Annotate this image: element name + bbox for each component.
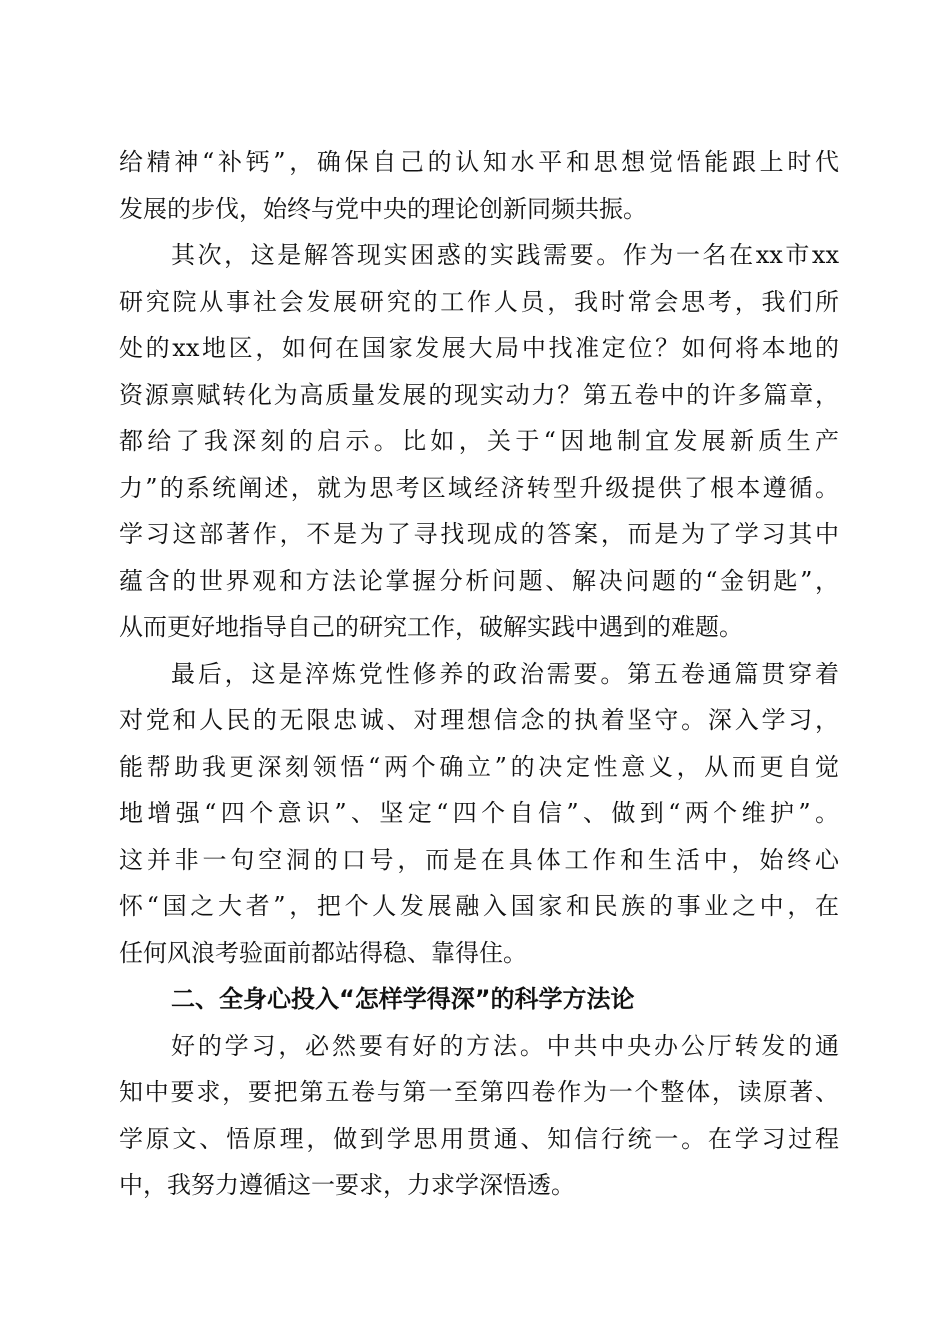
text-line: 好的学习，必然要有好的方法。中共中央办公厅转发的通	[171, 1031, 839, 1060]
text-line: 最后，这是淬炼党性修养的政治需要。第五卷通篇贯穿着	[171, 659, 839, 688]
text-line: 力”的系统阐述，就为思考区域经济转型升级提供了根本遵循。	[119, 473, 839, 502]
text-line: 怀“国之大者”，把个人发展融入国家和民族的事业之中，在	[119, 892, 839, 920]
text-line: 从而更好地指导自己的研究工作，破解实践中遇到的难题。	[119, 613, 743, 641]
text-line: 任何风浪考验面前都站得稳、靠得住。	[119, 938, 527, 967]
section-heading: 二、全身心投入“怎样学得深”的科学方法论	[171, 985, 635, 1013]
text-line: 能帮助我更深刻领悟“两个确立”的决定性意义，从而更自觉	[119, 752, 839, 781]
text-line: 资源禀赋转化为高质量发展的现实动力？第五卷中的许多篇章，	[119, 380, 839, 409]
paragraph-continuation	[119, 139, 839, 232]
text-line: 处的xx地区，如何在国家发展大局中找准定位？如何将本地的	[119, 334, 839, 362]
text-line: 研究院从事社会发展研究的工作人员，我时常会思考，我们所	[119, 287, 839, 316]
paragraph-practice-needs	[119, 232, 839, 651]
paragraph-methodology	[119, 1023, 839, 1209]
text-line: 对党和人民的无限忠诚、对理想信念的执着坚守。深入学习，	[119, 706, 839, 734]
text-line: 发展的步伐，始终与党中央的理论创新同频共振。	[119, 194, 647, 223]
text-line: 知中要求，要把第五卷与第一至第四卷作为一个整体，读原著、	[119, 1078, 839, 1106]
text-line: 地增强“四个意识”、坚定“四个自信”、做到“两个维护”。	[119, 799, 839, 827]
text-line: 其次，这是解答现实困惑的实践需要。作为一名在xx市xx	[171, 241, 839, 269]
text-line: 蕴含的世界观和方法论掌握分析问题、解决问题的“金钥匙”，	[119, 566, 839, 595]
text-line: 中，我努力遵循这一要求，力求学深悟透。	[119, 1171, 575, 1199]
text-line: 学习这部著作，不是为了寻找现成的答案，而是为了学习其中	[119, 520, 839, 548]
text-line: 学原文、悟原理，做到学思用贯通、知信行统一。在学习过程	[119, 1124, 839, 1153]
text-line: 这并非一句空洞的口号，而是在具体工作和生活中，始终心	[119, 845, 839, 874]
text-line: 给精神“补钙”，确保自己的认知水平和思想觉悟能跟上时代	[119, 148, 839, 176]
document-body	[119, 139, 839, 1209]
text-line: 都给了我深刻的启示。比如，关于“因地制宜发展新质生产	[119, 427, 839, 455]
paragraph-political-needs	[119, 651, 839, 977]
